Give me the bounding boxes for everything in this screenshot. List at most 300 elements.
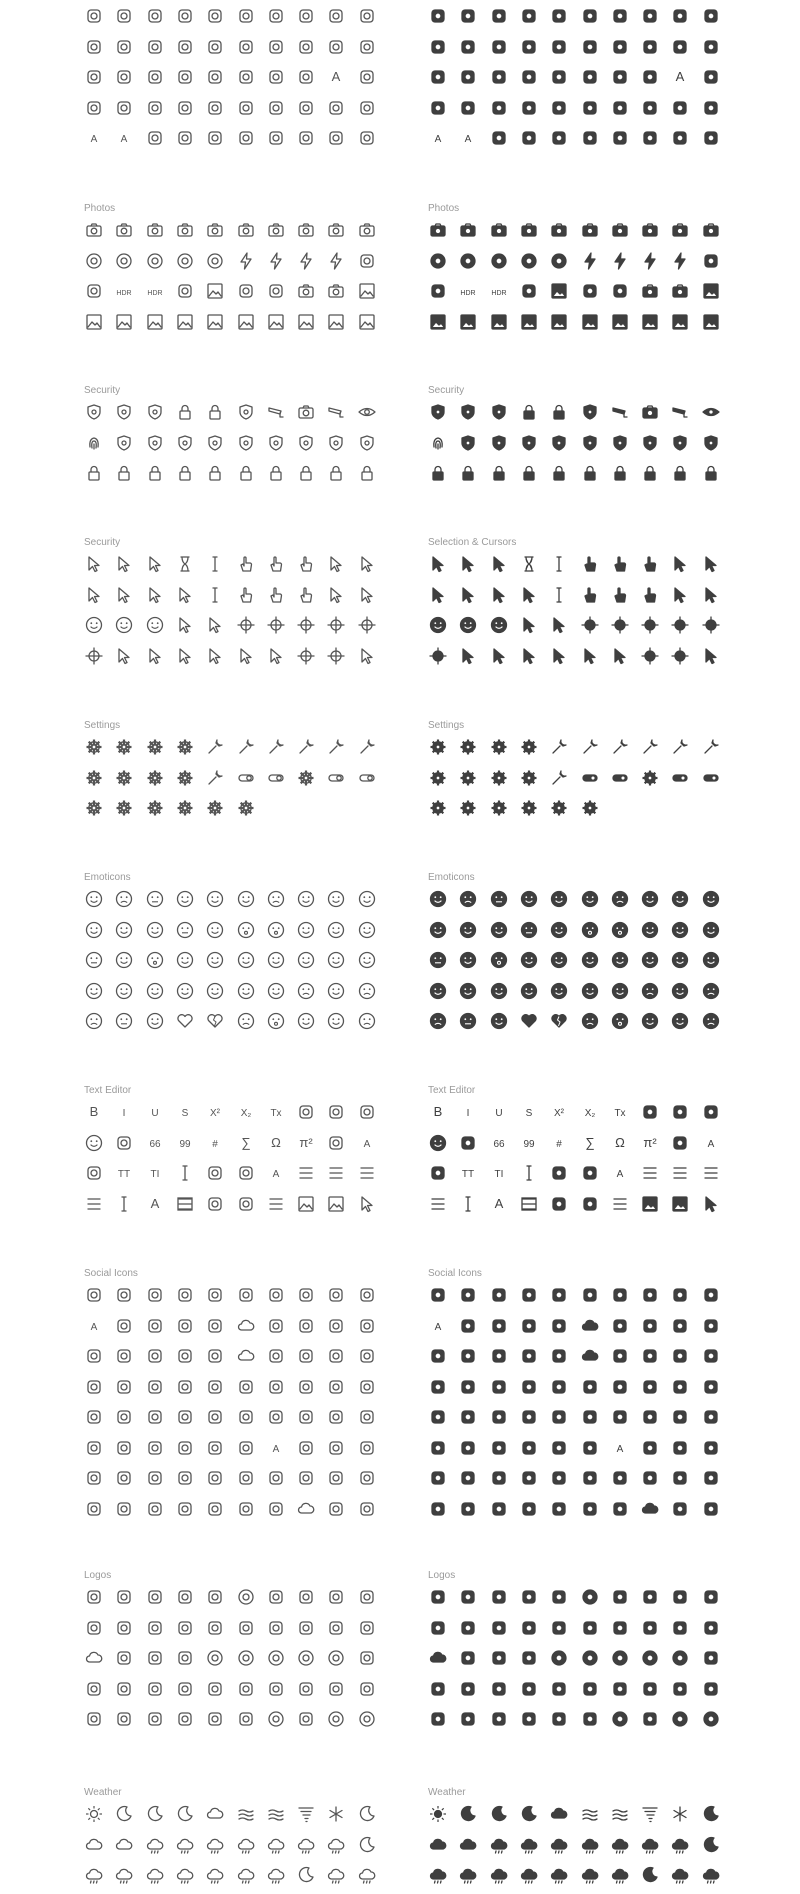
blogger-icon — [610, 1346, 630, 1366]
stumbleupon-icon — [458, 1407, 478, 1427]
text-height-icon — [145, 1163, 165, 1183]
svg-text:66: 66 — [149, 1139, 161, 1150]
section-title: Text Editor — [84, 1085, 132, 1096]
move-icon — [296, 646, 316, 666]
wink-icon — [114, 981, 134, 1001]
odnoklassniki-icon — [640, 1407, 660, 1427]
delicious-icon — [357, 1346, 377, 1366]
cart-lock-icon — [175, 463, 195, 483]
sun-icon — [84, 1804, 104, 1824]
redo-icon — [357, 1102, 377, 1122]
beats-icon — [670, 1709, 690, 1729]
cloud-moon-icon — [296, 1865, 316, 1885]
cursor-help-icon — [458, 554, 478, 574]
tumblr-icon — [266, 1285, 286, 1305]
yahoo-icon — [266, 1377, 286, 1397]
ladybug-icon — [296, 128, 316, 148]
cat-icon — [701, 98, 721, 118]
move-icon — [610, 615, 630, 635]
hen-icon — [701, 6, 721, 26]
zerply-icon — [326, 1438, 346, 1458]
camera-icon — [296, 220, 316, 240]
crosshair-icon — [326, 615, 346, 635]
rss-icon — [458, 1316, 478, 1336]
phone-camera-icon — [640, 281, 660, 301]
flash-off-icon — [670, 251, 690, 271]
toggle-icon — [580, 768, 600, 788]
fly-icon — [205, 128, 225, 148]
windows-icon — [145, 1587, 165, 1607]
paint-roller-icon — [84, 1133, 104, 1153]
flash-auto-icon — [640, 251, 660, 271]
cctv-icon — [610, 402, 630, 422]
scroll-vertical-icon — [428, 615, 448, 635]
gear-off-icon — [580, 798, 600, 818]
cursor-click-icon — [549, 646, 569, 666]
svg-text:A: A — [363, 1139, 371, 1150]
svg-text:A: A — [120, 134, 128, 145]
devil-icon — [580, 950, 600, 970]
rabbit-icon — [114, 98, 134, 118]
document-lock-icon — [458, 463, 478, 483]
italic-icon — [458, 1102, 478, 1122]
monitor-lock-icon — [296, 463, 316, 483]
hdr-icon — [458, 281, 478, 301]
tools-icon — [670, 737, 690, 757]
vine-icon — [458, 1438, 478, 1458]
fish-icon — [205, 37, 225, 57]
svg-text:99: 99 — [179, 1139, 191, 1150]
user-lock-icon — [357, 463, 377, 483]
kangaroo-icon — [428, 98, 448, 118]
angel-icon — [266, 950, 286, 970]
google-plus-icon — [580, 1285, 600, 1305]
owl-icon — [458, 67, 478, 87]
slider-icon — [670, 768, 690, 788]
quora-icon — [519, 1587, 539, 1607]
turtle-icon — [145, 37, 165, 57]
visio-icon — [549, 1709, 569, 1729]
flash-icon — [266, 251, 286, 271]
crosshair-icon — [670, 646, 690, 666]
cloud-rain-icon — [175, 1835, 195, 1855]
rhino-icon — [296, 67, 316, 87]
pinterest-icon — [84, 1316, 104, 1336]
slider-icon — [701, 768, 721, 788]
app-store-icon — [114, 1618, 134, 1638]
hand-pointer-icon — [236, 585, 256, 605]
google-play-icon — [640, 1587, 660, 1607]
sick-icon — [428, 1011, 448, 1031]
flash-icon — [236, 251, 256, 271]
camera-icon — [701, 220, 721, 240]
crosshair-icon — [670, 615, 690, 635]
section-title: Settings — [428, 720, 465, 731]
link-icon — [205, 1194, 225, 1214]
hashtag-icon — [205, 1133, 225, 1153]
eraser-icon — [114, 1133, 134, 1153]
flickr-icon — [326, 1346, 346, 1366]
ati-icon — [266, 1679, 286, 1699]
cloud-rain-icon — [549, 1865, 569, 1885]
dislike-icon — [580, 1468, 600, 1488]
facebook-icon — [519, 1285, 539, 1305]
lock-icon — [175, 402, 195, 422]
flickr-dots-icon — [236, 1499, 256, 1519]
tumblr-icon — [458, 1346, 478, 1366]
gear-icon — [428, 737, 448, 757]
amd-icon — [296, 1679, 316, 1699]
codepen-icon — [489, 1468, 509, 1488]
italic-icon — [114, 1102, 134, 1122]
svg-text:A: A — [150, 1196, 160, 1211]
nerd-icon — [458, 920, 478, 940]
cloud-icon — [84, 1648, 104, 1668]
aperture-icon — [549, 251, 569, 271]
flower-icon — [296, 312, 316, 332]
image-icon — [580, 312, 600, 332]
starfish-icon — [670, 98, 690, 118]
shield-user-icon — [114, 433, 134, 453]
envato-icon — [175, 1499, 195, 1519]
stumbleupon-icon — [145, 1438, 165, 1458]
html5-icon — [145, 1648, 165, 1668]
section-title: Weather — [428, 1787, 466, 1798]
heart-icon — [175, 1011, 195, 1031]
sad-icon — [236, 1011, 256, 1031]
document-lock-icon — [114, 463, 134, 483]
shield-icon — [84, 402, 104, 422]
filezilla-icon — [610, 1587, 630, 1607]
cctv-icon — [326, 402, 346, 422]
shield-x-icon — [145, 402, 165, 422]
deer-icon — [266, 67, 286, 87]
bull-head-icon — [428, 67, 448, 87]
lock-icon — [205, 402, 225, 422]
quote-close-icon — [519, 1133, 539, 1153]
dribbble-icon — [701, 1407, 721, 1427]
subscript-icon — [236, 1102, 256, 1122]
shield-check-icon — [114, 402, 134, 422]
scream-icon — [145, 950, 165, 970]
messenger-icon — [549, 1316, 569, 1336]
hungry-icon — [145, 1011, 165, 1031]
cursor-click-icon — [114, 646, 134, 666]
flamingo-icon — [428, 37, 448, 57]
amazon-icon — [114, 1648, 134, 1668]
brightness-icon — [175, 281, 195, 301]
shield-icon — [580, 433, 600, 453]
aperture-icon — [114, 251, 134, 271]
hand-grab-icon — [610, 554, 630, 574]
snapchat-icon — [640, 1316, 660, 1336]
hand-fist-icon — [296, 585, 316, 605]
cloud-snow-icon — [580, 1835, 600, 1855]
smile-icon — [175, 889, 195, 909]
shield-icon — [701, 433, 721, 453]
nerd-icon — [145, 920, 165, 940]
klout-icon — [175, 1438, 195, 1458]
cursor-icon — [114, 585, 134, 605]
cloud-rain-icon — [458, 1865, 478, 1885]
ubuntu-icon — [610, 1709, 630, 1729]
svg-text:A: A — [434, 1322, 442, 1333]
youtube-icon — [84, 1285, 104, 1305]
gear-icon — [549, 798, 569, 818]
pen-icon — [428, 1163, 448, 1183]
text-cursor-icon — [175, 1163, 195, 1183]
speechless-icon — [458, 1011, 478, 1031]
twitch-icon — [205, 1377, 225, 1397]
gear-icon — [114, 798, 134, 818]
gears-icon — [145, 737, 165, 757]
lock-icon — [519, 402, 539, 422]
drupal-icon — [640, 1438, 660, 1458]
skype-icon — [549, 1346, 569, 1366]
opera-icon — [357, 1709, 377, 1729]
camera-icon — [489, 220, 509, 240]
giraffe-icon — [236, 67, 256, 87]
cursor-icon — [84, 585, 104, 605]
pi-icon — [640, 1133, 660, 1153]
cursor-click-icon — [236, 646, 256, 666]
svg-text:π²: π² — [299, 1135, 313, 1150]
eye-roll-icon — [326, 950, 346, 970]
hangouts-icon — [640, 1468, 660, 1488]
image-icon — [266, 312, 286, 332]
chromium-icon — [580, 1587, 600, 1607]
gorilla-icon — [84, 6, 104, 26]
access-icon — [489, 1679, 509, 1699]
move-icon — [236, 615, 256, 635]
gear-icon — [489, 798, 509, 818]
pilcrow-icon — [610, 1163, 630, 1183]
dribbble-icon — [357, 1407, 377, 1427]
intel-icon — [326, 1679, 346, 1699]
owl-icon — [114, 67, 134, 87]
cloud-rain-icon — [701, 1865, 721, 1885]
wink-icon — [610, 981, 630, 1001]
gear-icon — [114, 737, 134, 757]
qzone-icon — [549, 1438, 569, 1458]
svg-text:A: A — [616, 1169, 624, 1180]
translate-icon — [236, 1163, 256, 1183]
html5-icon — [489, 1648, 509, 1668]
section-title: Social Icons — [428, 1268, 482, 1279]
sharepoint-icon — [519, 1709, 539, 1729]
image-icon — [236, 312, 256, 332]
drupal-icon — [296, 1438, 316, 1458]
filmstrip-icon — [266, 281, 286, 301]
myspace-icon — [428, 1346, 448, 1366]
wrench-icon — [610, 737, 630, 757]
cool-icon — [519, 981, 539, 1001]
cart-lock-icon — [519, 463, 539, 483]
intel-icon — [670, 1679, 690, 1699]
undo-icon — [670, 1102, 690, 1122]
svg-text:Tx: Tx — [270, 1108, 282, 1119]
basket-lock-icon — [205, 463, 225, 483]
ladybug-icon — [640, 128, 660, 148]
aperture-icon — [458, 251, 478, 271]
flattr-icon — [145, 1499, 165, 1519]
sleepy-icon — [670, 981, 690, 1001]
nvidia-icon — [580, 1679, 600, 1699]
smile-icon — [549, 920, 569, 940]
svg-text:TT: TT — [461, 1169, 475, 1180]
office-icon — [458, 1679, 478, 1699]
cloud-rain-icon — [205, 1865, 225, 1885]
inbox-icon — [357, 1587, 377, 1607]
shocked-icon — [610, 920, 630, 940]
shapes-icon — [670, 1133, 690, 1153]
hand-grab-icon — [610, 585, 630, 605]
crop-icon — [296, 1194, 316, 1214]
cursor-icon — [428, 554, 448, 574]
portrait-icon — [489, 312, 509, 332]
cloud-snow-icon — [175, 1865, 195, 1885]
grin-icon — [296, 920, 316, 940]
aperture-icon — [145, 251, 165, 271]
publisher-icon — [84, 1709, 104, 1729]
tumblr-icon — [114, 1346, 134, 1366]
beetle-icon — [670, 128, 690, 148]
pen-icon — [84, 1163, 104, 1183]
blank-face-icon — [84, 950, 104, 970]
svg-text:A: A — [464, 134, 472, 145]
portrait-icon — [145, 312, 165, 332]
bull-head-icon — [84, 67, 104, 87]
hdr-off-icon — [145, 281, 165, 301]
glasses-face-icon — [84, 920, 104, 940]
dome-camera-icon — [640, 402, 660, 422]
wink-icon — [114, 950, 134, 970]
windy-icon — [610, 1804, 630, 1824]
google-plus-icon — [236, 1285, 256, 1305]
scroll-all-icon — [145, 615, 165, 635]
klout-icon — [519, 1438, 539, 1458]
cloud-rain-icon — [489, 1835, 509, 1855]
phone-camera-icon — [326, 281, 346, 301]
gear-icon — [145, 798, 165, 818]
odnoklassniki-icon — [296, 1407, 316, 1427]
tongue-icon — [519, 950, 539, 970]
wink-icon — [266, 981, 286, 1001]
hand-fist-icon — [640, 554, 660, 574]
shark-icon — [236, 37, 256, 57]
penguin-icon — [266, 98, 286, 118]
phone-lock-icon — [580, 463, 600, 483]
shield-icon — [428, 402, 448, 422]
busy-circle-icon — [519, 585, 539, 605]
tripadvisor-icon — [236, 1407, 256, 1427]
pegasus-icon — [458, 37, 478, 57]
ello-icon — [610, 1468, 630, 1488]
eraser-icon — [458, 1133, 478, 1153]
giraffe-icon — [580, 67, 600, 87]
user-lock-icon — [670, 463, 690, 483]
sad-icon — [296, 981, 316, 1001]
svg-text:B: B — [433, 1104, 443, 1119]
sad-icon — [580, 1011, 600, 1031]
crosshair-icon — [84, 646, 104, 666]
sick-icon — [84, 1011, 104, 1031]
shield-icon — [326, 433, 346, 453]
image-icon — [326, 1194, 346, 1214]
vk-icon — [580, 1377, 600, 1397]
vine-icon — [145, 1285, 165, 1305]
edge-icon — [610, 1648, 630, 1668]
amd-icon — [640, 1679, 660, 1699]
tongue-icon — [175, 950, 195, 970]
excel-icon — [84, 1679, 104, 1699]
dropbox-icon — [428, 1377, 448, 1397]
gorilla-icon — [428, 6, 448, 26]
scroll-vertical-icon — [84, 615, 104, 635]
starfish-icon — [326, 98, 346, 118]
gallery-icon — [519, 312, 539, 332]
omega-icon — [266, 1133, 286, 1153]
svg-text:TI: TI — [494, 1169, 504, 1180]
tinder-icon — [549, 1499, 569, 1519]
image-icon — [670, 312, 690, 332]
section-title: Photos — [428, 203, 460, 214]
pilcrow-icon — [266, 1163, 286, 1183]
hdr-icon — [114, 281, 134, 301]
spotify-icon — [428, 1407, 448, 1427]
steam-icon — [266, 1407, 286, 1427]
hammer-icon — [549, 737, 569, 757]
ati-icon — [610, 1679, 630, 1699]
foursquare-icon — [640, 1346, 660, 1366]
panda-icon — [580, 98, 600, 118]
cloud-rain-icon — [670, 1865, 690, 1885]
cloud-storm-icon — [580, 1865, 600, 1885]
illustrator-icon — [236, 1618, 256, 1638]
superscript-icon — [549, 1102, 569, 1122]
cat-icon — [357, 98, 377, 118]
vine-icon — [114, 1438, 134, 1458]
clear-format-icon — [610, 1102, 630, 1122]
printer-icon — [296, 1102, 316, 1122]
xing-icon — [701, 1316, 721, 1336]
fog-icon — [580, 1804, 600, 1824]
section-title: Emoticons — [428, 872, 475, 883]
shield-check-icon — [458, 402, 478, 422]
bitbucket-icon — [326, 1499, 346, 1519]
apple-icon — [458, 1587, 478, 1607]
airbnb-icon — [296, 1709, 316, 1729]
shield-icon — [670, 433, 690, 453]
section-title: Security — [84, 385, 121, 396]
table-icon — [175, 1194, 195, 1214]
viber-icon — [670, 1468, 690, 1488]
ant-icon — [145, 6, 165, 26]
scorpion-icon — [428, 128, 448, 148]
printer-icon — [640, 1102, 660, 1122]
gear-box-icon — [489, 768, 509, 788]
gear-icon — [84, 737, 104, 757]
vk-icon — [549, 1407, 569, 1427]
move-icon — [640, 646, 660, 666]
focus-icon — [84, 281, 104, 301]
sharepoint-icon — [175, 1709, 195, 1729]
shield-lock-icon — [236, 402, 256, 422]
gallery-icon — [549, 312, 569, 332]
frog-icon — [640, 37, 660, 57]
gear-icon — [205, 798, 225, 818]
aperture-icon — [489, 251, 509, 271]
